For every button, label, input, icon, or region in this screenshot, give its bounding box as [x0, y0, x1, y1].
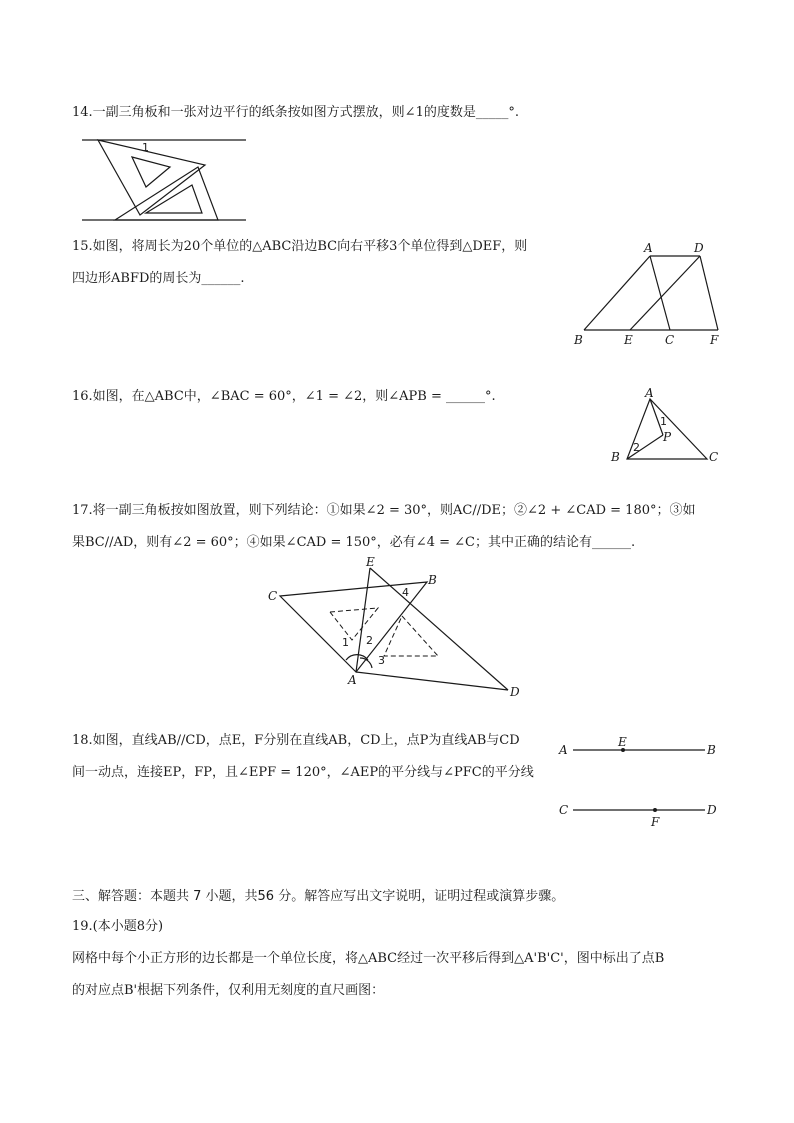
q18-label-C: C: [559, 803, 569, 817]
q18-label-B: B: [707, 743, 716, 757]
q15-figure: [568, 238, 728, 350]
q17-label-A: A: [348, 673, 357, 687]
section-heading: 三、解答题：本题共 7 小题，共56 分。解答应写出文字说明，证明过程或演算步骤。: [72, 889, 565, 904]
q17-figure: [262, 552, 532, 700]
q15-text-line2: 四边形ABFD的周长为______.: [72, 271, 245, 286]
q17-label-D: D: [510, 685, 520, 699]
q15-text-line1: 15.如图，将周长为20个单位的△ABC沿边BC向右平移3个单位得到△DEF，则: [72, 239, 528, 254]
q17-label-4: 4: [402, 586, 409, 599]
q16-label-A: A: [645, 386, 654, 400]
q17-text-line2: 果BC//AD，则有∠2 = 60°；④如果∠CAD = 150°，必有∠4 = ∠C；其中正确的结论有______.: [72, 535, 636, 550]
q18-figure: [555, 732, 725, 832]
q17-label-C: C: [268, 589, 278, 603]
q19-text-line2: 的对应点B'根据下列条件，仅利用无刻度的直尺画图：: [72, 983, 385, 998]
q16-label-C: C: [709, 450, 719, 464]
q16-label-1: 1: [660, 415, 667, 428]
q18-label-A: A: [559, 743, 568, 757]
q17-label-E: E: [366, 555, 375, 569]
q16-label-B: B: [611, 450, 620, 464]
q15-label-C: C: [665, 333, 675, 347]
q18-label-D: D: [707, 803, 717, 817]
q16-label-P: P: [663, 430, 672, 444]
q19-title: 19.(本小题8分): [72, 919, 164, 934]
q15-label-A: A: [644, 241, 653, 255]
q17-label-B: B: [428, 573, 437, 587]
q15-label-D: D: [694, 241, 704, 255]
q18-label-F: F: [651, 815, 660, 829]
q14-text: 14.一副三角板和一张对边平行的纸条按如图方式摆放，则∠1的度数是_____°.: [72, 105, 519, 120]
q17-label-1: 1: [342, 636, 349, 649]
q14-label-1: 1: [142, 141, 149, 154]
q19-text-line1: 网格中每个小正方形的边长都是一个单位长度，将△ABC经过一次平移后得到△A'B'C'，图中标出了点B: [72, 951, 665, 966]
q15-label-E: E: [624, 333, 633, 347]
q17-text-line1: 17.将一副三角板按如图放置，则下列结论：①如果∠2 = 30°，则AC//DE；②∠2 + ∠CAD = 180°；③如: [72, 503, 696, 518]
q16-text: 16.如图，在△ABC中，∠BAC = 60°，∠1 = ∠2，则∠APB = ______°.: [72, 389, 496, 404]
q15-label-B: B: [574, 333, 583, 347]
q18-text-line1: 18.如图，直线AB//CD，点E，F分别在直线AB，CD上，点P为直线AB与CD: [72, 733, 520, 748]
q17-label-2: 2: [366, 634, 373, 647]
q18-text-line2: 间一动点，连接EP，FP，且∠EPF = 120°，∠AEP的平分线与∠PFC的平分线: [72, 765, 534, 780]
q16-figure: [605, 385, 725, 465]
q16-label-2: 2: [633, 441, 640, 454]
q18-label-E: E: [618, 735, 627, 749]
q14-figure: [80, 135, 250, 225]
q15-label-F: F: [710, 333, 719, 347]
q17-label-3: 3: [378, 654, 385, 667]
